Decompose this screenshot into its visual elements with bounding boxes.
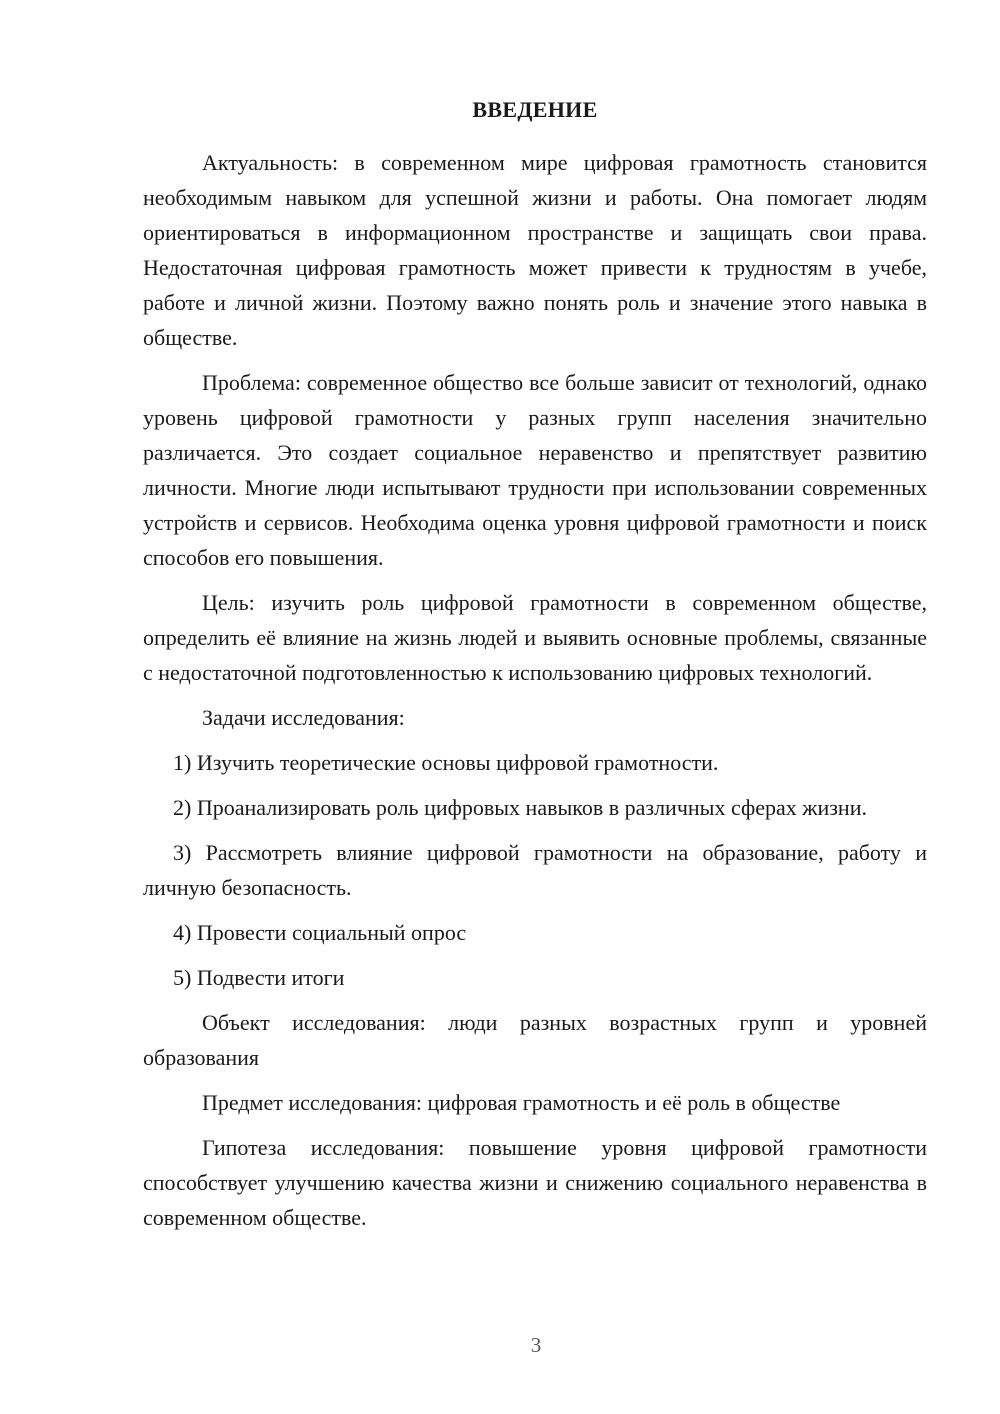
tasks-heading: Задачи исследования: xyxy=(202,705,405,730)
task-item: 3) Рассмотреть влияние цифровой грамотности на образование, работу и личную безопасность. xyxy=(143,840,927,900)
document-page xyxy=(143,92,927,1245)
task-item: 4) Провести социальный опрос xyxy=(173,920,467,945)
page-number: 3 xyxy=(530,1333,542,1357)
problem-paragraph: Проблема: современное общество все больше зависит от технологий, однако уровень цифровой грамотности у разных групп населения значительно различается. Это создает социальное неравенство и препятствует развитию личности. Многие люди испытывают трудности при использовании современных устройств и сервисов. Необходима оценка уровня цифровой грамотности и поиск способов его повышения. xyxy=(143,370,927,570)
goal-paragraph: Цель: изучить роль цифровой грамотности в современном обществе, определить её влияние на жизнь людей и выявить основные проблемы, связанные с недостаточной подготовленностью к использованию цифровых технологий. xyxy=(143,590,927,685)
hypothesis-paragraph: Гипотеза исследования: повышение уровня цифровой грамотности способствует улучшению качества жизни и снижению социального неравенства в современном обществе. xyxy=(143,1135,927,1230)
page-title: ВВЕДЕНИЕ xyxy=(472,97,598,122)
subject-paragraph: Предмет исследования: цифровая грамотность и её роль в обществе xyxy=(202,1090,841,1115)
task-item: 5) Подвести итоги xyxy=(173,965,345,990)
object-paragraph: Объект исследования: люди разных возрастных групп и уровней образования xyxy=(143,1010,927,1070)
task-item: 2) Проанализировать роль цифровых навыков в различных сферах жизни. xyxy=(173,795,867,820)
task-item: 1) Изучить теоретические основы цифровой грамотности. xyxy=(173,750,719,775)
relevance-paragraph: Актуальность: в современном мире цифровая грамотность становится необходимым навыком для успешной жизни и работы. Она помогает людям ориентироваться в информационном пространстве и защищать свои права. Недостаточная цифровая грамотность может привести к трудностям в учебе, работе и личной жизни. Поэтому важно понять роль и значение этого навыка в обществе. xyxy=(143,150,927,350)
